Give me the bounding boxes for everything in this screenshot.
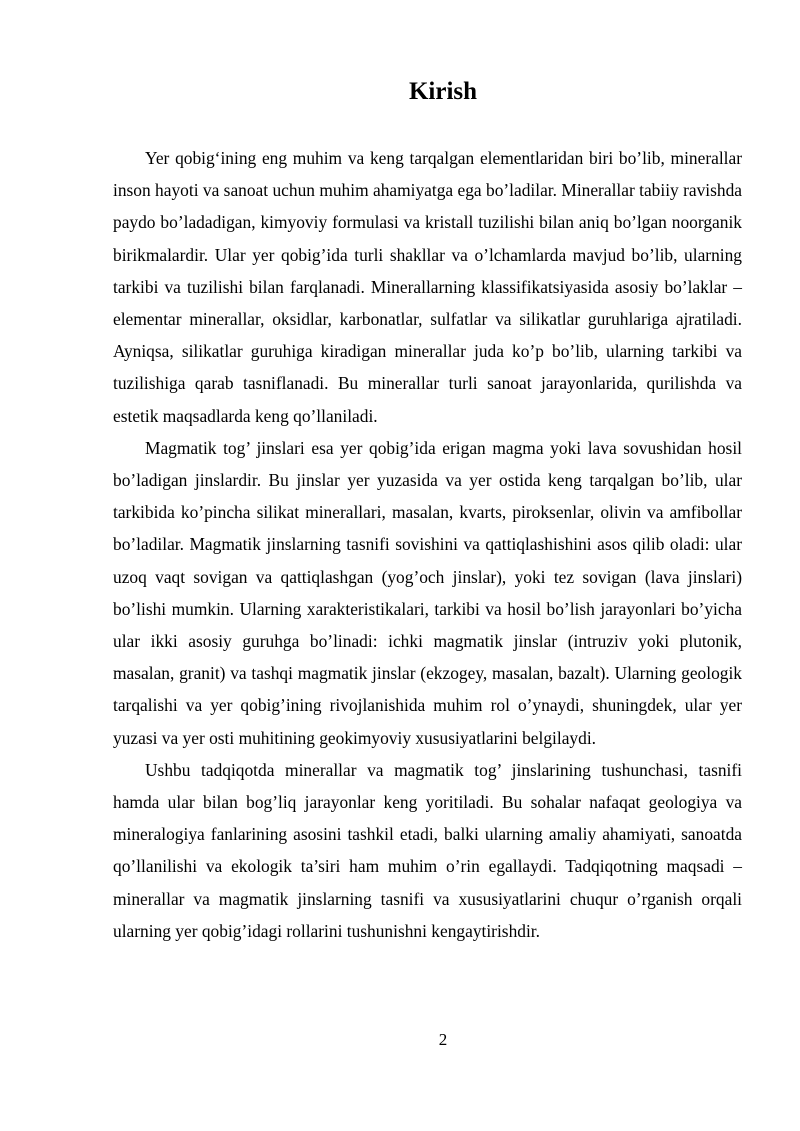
page-title: Kirish: [408, 78, 478, 105]
page-number: 2: [438, 1030, 448, 1049]
paragraph-3: Ushbu tadqiqotda minerallar va magmatik tog’ jinslarining tushunchasi, tasnifi hamda ular bilan bog’liq jarayonlar keng yoritiladi. Bu sohalar nafaqat geologiya va mineralogiya fanlarining asosini tashkil etadi, balki ularning amaliy ahamiyati, sanoatda qo’llanilishi va ekologik ta’siri ham muhim o’rin egallaydi. Tadqiqotning maqsadi – minerallar va magmatik jinslarning tasnifi va xususiyatlarini chuqur o’rganish orqali ularning yer qobig’idagi rollarini tushunishni kengaytirishdir.: [113, 759, 742, 941]
body-text: [113, 142, 742, 947]
paragraph-2: Magmatik tog’ jinslari esa yer qobig’ida erigan magma yoki lava sovushidan hosil bo’ladigan jinslardir. Bu jinslar yer yuzasida va yer ostida keng tarqalgan bo’lib, ular tarkibida ko’pincha silikat minerallari, masalan, kvarts, piroksenlar, olivin va amfibollar bo’ladilar. Magmatik jinslarning tasnifi sovishini va qattiqlashishini asos qilib oladi: ular uzoq vaqt sovigan va qattiqlashgan (yog’och jinslar), yoki tez sovigan (lava jinslari) bo’lishi mumkin. Ularning xarakteristikalari, tarkibi va hosil bo’lish jarayonlari bo’yicha ular ikki asosiy guruhga bo’linadi: ichki magmatik jinslar (intruziv yoki plutonik, masalan, granit) va tashqi magmatik jinslar (ekzogey, masalan, bazalt). Ularning geologik tarqalishi va yer qobig’ining rivojlanishida muhim rol o’ynaydi, shuningdek, ular yer yuzasi va yer osti muhitining geokimyoviy xususiyatlarini belgilaydi.: [113, 437, 742, 748]
paragraph-1: Yer qobig‘ining eng muhim va keng tarqalgan elementlaridan biri bo’lib, minerallar inson hayoti va sanoat uchun muhim ahamiyatga ega bo’ladilar. Minerallar tabiiy ravishda paydo bo’ladadigan, kimyoviy formulasi va kristall tuzilishi bilan aniq bo’lgan noorganik birikmalardir. Ular yer qobig’ida turli shakllar va o’lchamlarda mavjud bo’lib, ularning tarkibi va tuzilishi bilan farqlanadi. Minerallarning klassifikatsiyasida asosiy bo’laklar – elementar minerallar, oksidlar, karbonatlar, sulfatlar va silikatlar guruhlariga ajratiladi. Ayniqsa, silikatlar guruhiga kiradigan minerallar juda ko’p bo’lib, ularning tarkibi va tuzilishiga qarab tasniflanadi. Bu minerallar turli sanoat jarayonlarida, qurilishda va estetik maqsadlarda keng qo’llaniladi.: [113, 148, 742, 426]
